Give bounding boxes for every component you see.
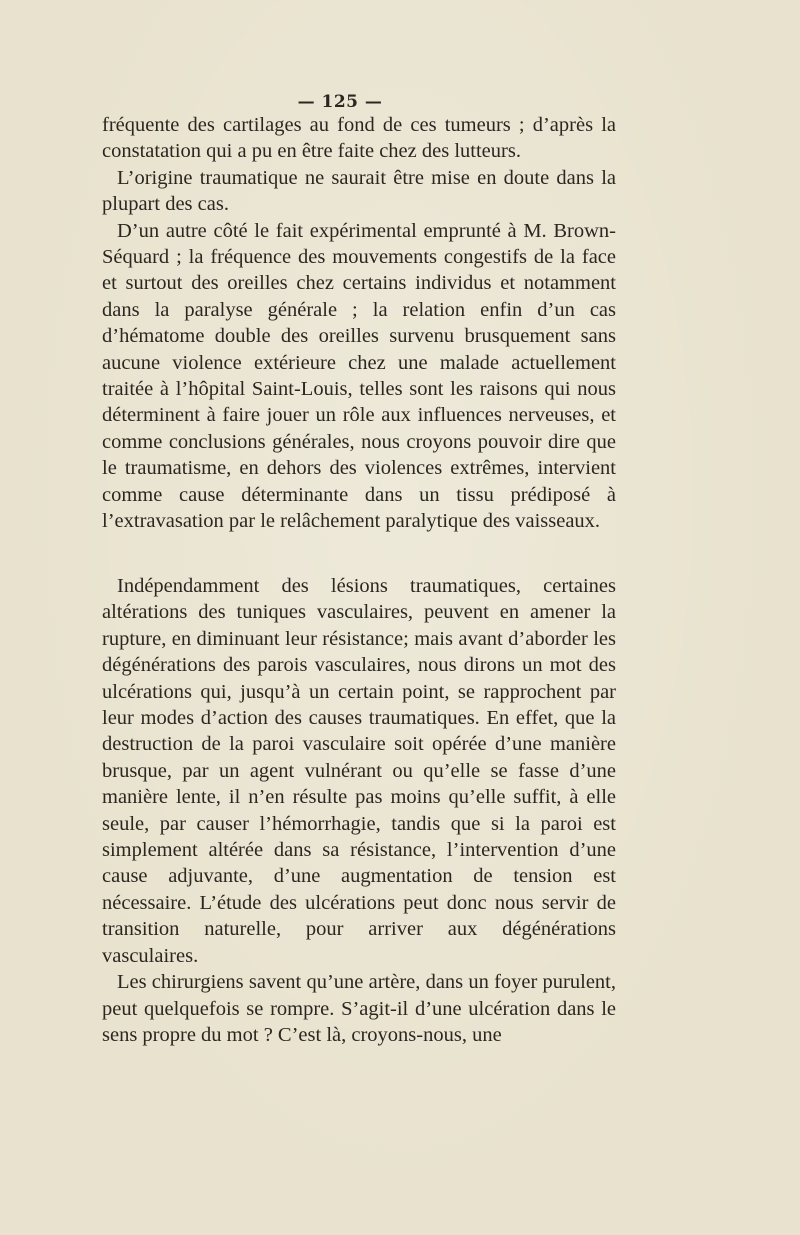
paragraph: Indépendamment des lésions traumatiques, certaines altérations des tuniques vasculaires, peuvent en amener la rupture, en diminuant leur résistance; mais avant d’aborder les dégénérations des parois vasculaires, nous dirons un mot des ulcérations qui, jusqu’à un certain point, se rapprochent par leur modes d’action des causes traumatiques. En effet, que la destruction de la paroi vasculaire soit opérée d’une manière brusque, par un agent vulnérant ou qu’elle se fasse d’une manière lente, il n’en résulte pas moins qu’elle suffit, à elle seule, par causer l’hémorrhagie, tandis que si la paroi est simplement altérée dans sa résistance, l’intervention d’une cause adjuvante, d’une augmentation de tension est nécessaire. L’étude des ulcérations peut donc nous servir de transition naturelle, pour arriver aux dégénérations vasculaires. xyxy=(102,575,616,967)
paragraph: fréquente des cartilages au fond de ces tumeurs ; d’après la constatation qui a pu en être faite chez des lutteurs. xyxy=(102,114,616,163)
paragraph: Les chirurgiens savent qu’une artère, dans un foyer purulent, peut quelquefois se rompre. S’agit-il d’une ulcération dans le sens propre du mot ? C’est là, croyons-nous, une xyxy=(102,971,616,1046)
paragraph: L’origine traumatique ne saurait être mise en doute dans la plupart des cas. xyxy=(102,166,616,216)
text-block-bottom xyxy=(102,573,616,1048)
text-block-top xyxy=(102,112,616,535)
paragraph: D’un autre côté le fait expérimental emprunté à M. Brown-Séquard ; la fréquence des mouvements congestifs de la face et surtout des oreilles chez certains individus et notamment dans la paralyse générale ; la relation enfin d’un cas d’hématome double des oreilles survenu brusquement sans aucune violence extérieure chez une malade actuellement traitée à l’hôpital Saint-Louis, telles sont les raisons qui nous déterminent à faire jouer un rôle aux influences nerveuses, et comme conclusions générales, nous croyons pouvoir dire que le traumatisme, en dehors des violences extrêmes, intervient comme cause déterminante dans un tissu prédiposé à l’extravasation par le relâchement paralytique des vaisseaux. xyxy=(102,219,616,533)
page-number: — 125 — xyxy=(297,92,383,112)
